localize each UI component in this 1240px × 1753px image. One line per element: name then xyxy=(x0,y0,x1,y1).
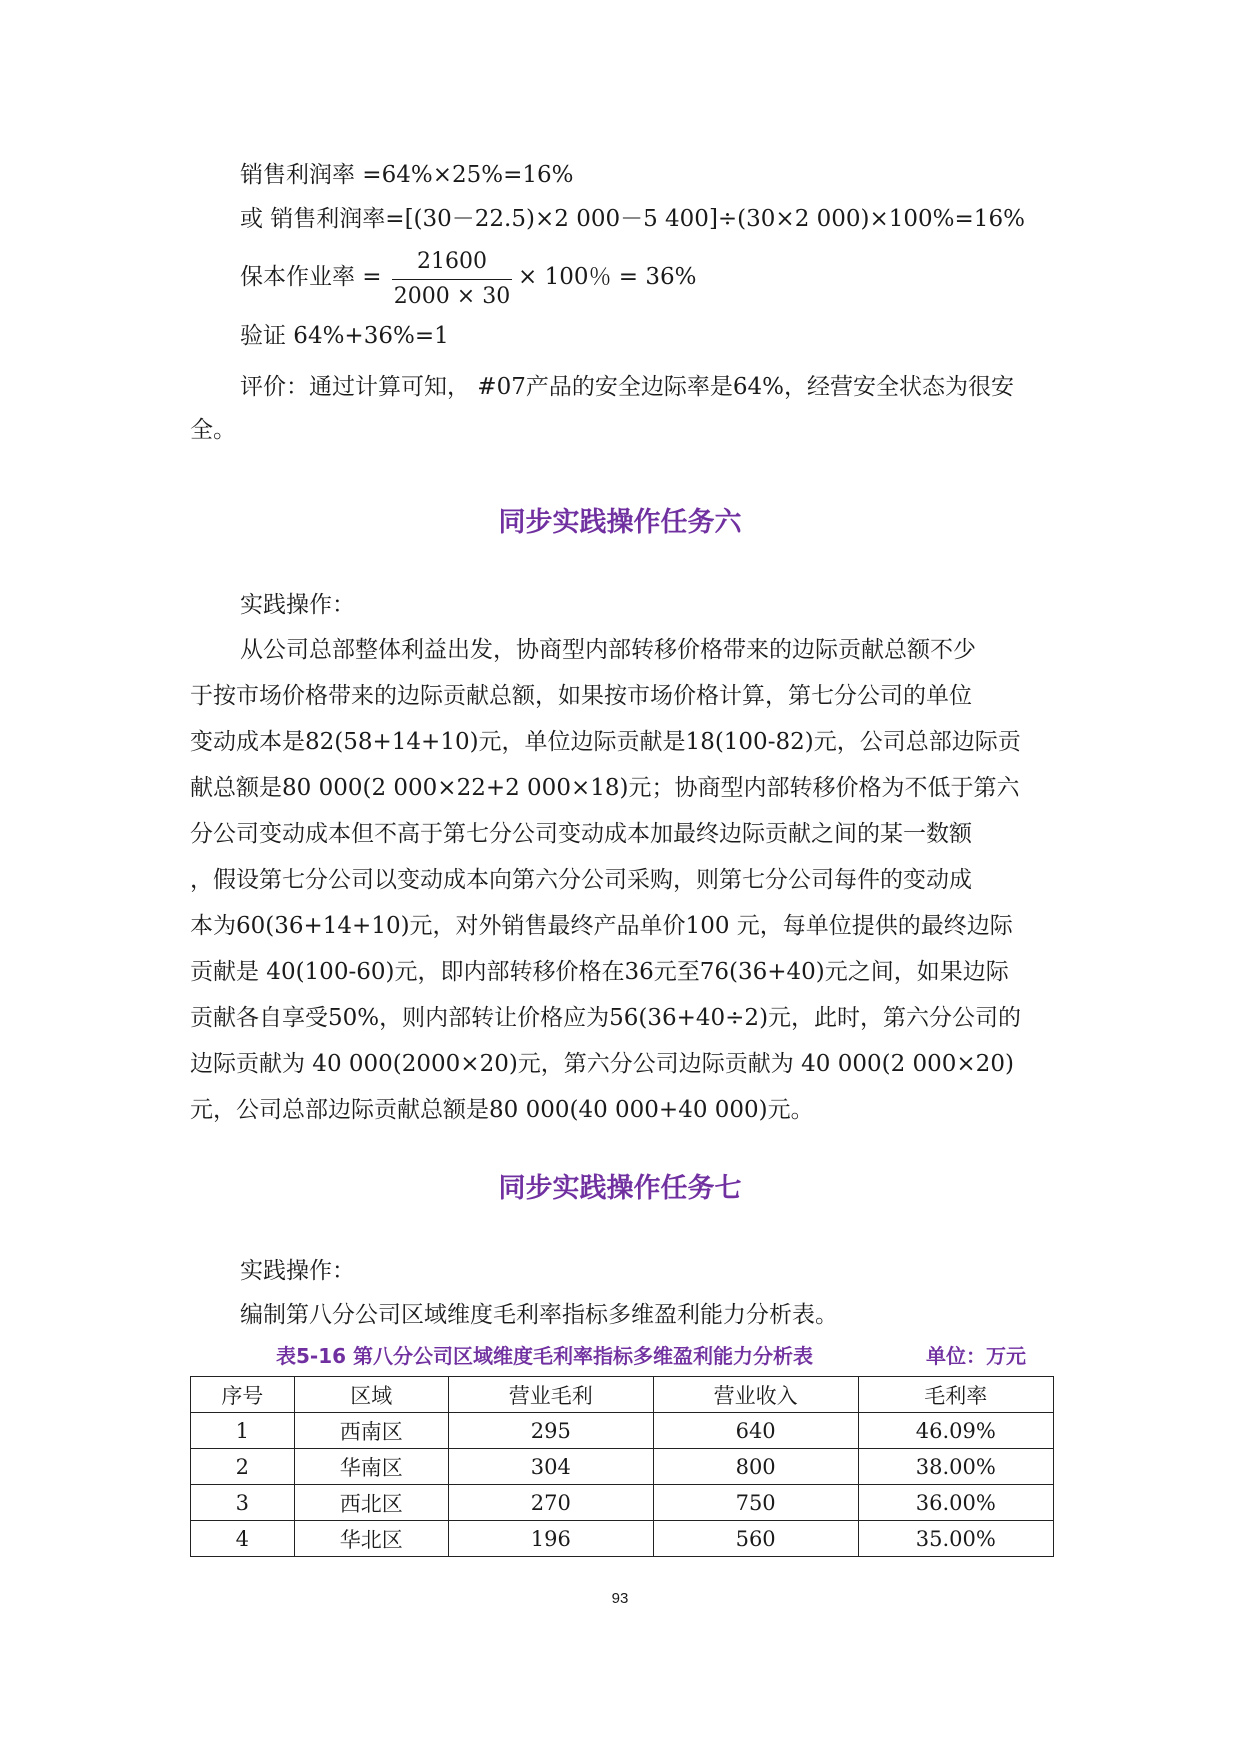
cell-gross-profit: 295 xyxy=(448,1413,653,1449)
calc-line-breakeven-suffix: × 100％ = 36% xyxy=(518,264,697,290)
table-unit: 单位：万元 xyxy=(926,1344,1026,1368)
cell-gross-profit: 270 xyxy=(448,1485,653,1521)
gross-margin-table xyxy=(190,1376,1054,1557)
cell-gross-profit: 196 xyxy=(448,1521,653,1557)
table-row xyxy=(191,1413,1054,1449)
task6-paragraph-line: 从公司总部整体利益出发，协商型内部转移价格带来的边际贡献总额不少 xyxy=(240,637,976,663)
table-row xyxy=(191,1449,1054,1485)
cell-region: 西北区 xyxy=(294,1485,448,1521)
cell-gross-margin: 46.09% xyxy=(858,1413,1053,1449)
fraction-denominator: 2000 × 30 xyxy=(393,284,511,309)
cell-index: 3 xyxy=(191,1485,295,1521)
cell-gross-profit: 304 xyxy=(448,1449,653,1485)
task6-label: 实践操作： xyxy=(240,592,355,618)
cell-region: 华北区 xyxy=(294,1521,448,1557)
table-header-row xyxy=(191,1377,1054,1413)
task6-paragraph-line: 于按市场价格带来的边际贡献总额，如果按市场价格计算，第七分公司的单位 xyxy=(190,683,972,709)
cell-revenue: 750 xyxy=(653,1485,858,1521)
cell-region: 华南区 xyxy=(294,1449,448,1485)
task7-intro: 编制第八分公司区域维度毛利率指标多维盈利能力分析表。 xyxy=(240,1302,838,1328)
header-index: 序号 xyxy=(191,1377,295,1413)
calc-line-sales-margin-alt: 或 销售利润率=[(30－22.5)×2 000－5 400]÷(30×2 000)×100%=16% xyxy=(240,206,1025,232)
header-region: 区域 xyxy=(294,1377,448,1413)
task6-paragraph-line: 贡献各自享受50%，则内部转让价格应为56(36+40÷2)元，此时，第六分公司的 xyxy=(190,1005,1022,1031)
task6-heading: 同步实践操作任务六 xyxy=(498,507,742,538)
calc-line-evaluation: 评价：通过计算可知， #07产品的安全边际率是64%，经营安全状态为很安 xyxy=(240,374,1014,400)
task6-paragraph-line: 分公司变动成本但不高于第七分公司变动成本加最终边际贡献之间的某一数额 xyxy=(190,821,972,847)
task6-paragraph-line: 变动成本是82(58+14+10)元，单位边际贡献是18(100-82)元，公司总部边际贡 xyxy=(190,729,1021,755)
cell-index: 2 xyxy=(191,1449,295,1485)
calc-line-breakeven-prefix: 保本作业率 = xyxy=(240,264,382,290)
task7-heading: 同步实践操作任务七 xyxy=(498,1173,742,1204)
calc-line-evaluation-end: 全。 xyxy=(190,417,236,443)
header-gross-profit: 营业毛利 xyxy=(448,1377,653,1413)
cell-index: 4 xyxy=(191,1521,295,1557)
cell-revenue: 560 xyxy=(653,1521,858,1557)
cell-gross-margin: 36.00% xyxy=(858,1485,1053,1521)
fraction-numerator: 21600 xyxy=(417,249,487,274)
header-revenue: 营业收入 xyxy=(653,1377,858,1413)
task6-paragraph-line: 边际贡献为 40 000(2000×20)元，第六分公司边际贡献为 40 000(2 000×20) xyxy=(190,1051,1014,1077)
page-number: 93 xyxy=(611,1590,629,1607)
cell-revenue: 800 xyxy=(653,1449,858,1485)
breakeven-fraction xyxy=(392,247,512,312)
table-caption: 表5-16 第八分公司区域维度毛利率指标多维盈利能力分析表 xyxy=(276,1344,814,1368)
task6-paragraph-line: ，假设第七分公司以变动成本向第六分公司采购，则第七分公司每件的变动成 xyxy=(190,867,972,893)
table-row xyxy=(191,1521,1054,1557)
cell-gross-margin: 35.00% xyxy=(858,1521,1053,1557)
calc-line-sales-margin: 销售利润率 =64%×25%=16% xyxy=(240,162,574,188)
cell-index: 1 xyxy=(191,1413,295,1449)
table-row xyxy=(191,1485,1054,1521)
header-gross-margin: 毛利率 xyxy=(858,1377,1053,1413)
task6-paragraph-line: 元，公司总部边际贡献总额是80 000(40 000+40 000)元。 xyxy=(190,1097,814,1123)
cell-revenue: 640 xyxy=(653,1413,858,1449)
task6-paragraph-line: 贡献是 40(100-60)元，即内部转移价格在36元至76(36+40)元之间，如果边际 xyxy=(190,959,1009,985)
cell-gross-margin: 38.00% xyxy=(858,1449,1053,1485)
cell-region: 西南区 xyxy=(294,1413,448,1449)
task6-paragraph-line: 献总额是80 000(2 000×22+2 000×18)元；协商型内部转移价格为不低于第六 xyxy=(190,775,1020,801)
task6-paragraph-line: 本为60(36+14+10)元，对外销售最终产品单价100 元，每单位提供的最终边际 xyxy=(190,913,1013,939)
calc-line-verify: 验证 64%+36%=1 xyxy=(240,323,449,349)
task7-label: 实践操作： xyxy=(240,1258,355,1284)
fraction-bar xyxy=(392,279,512,280)
